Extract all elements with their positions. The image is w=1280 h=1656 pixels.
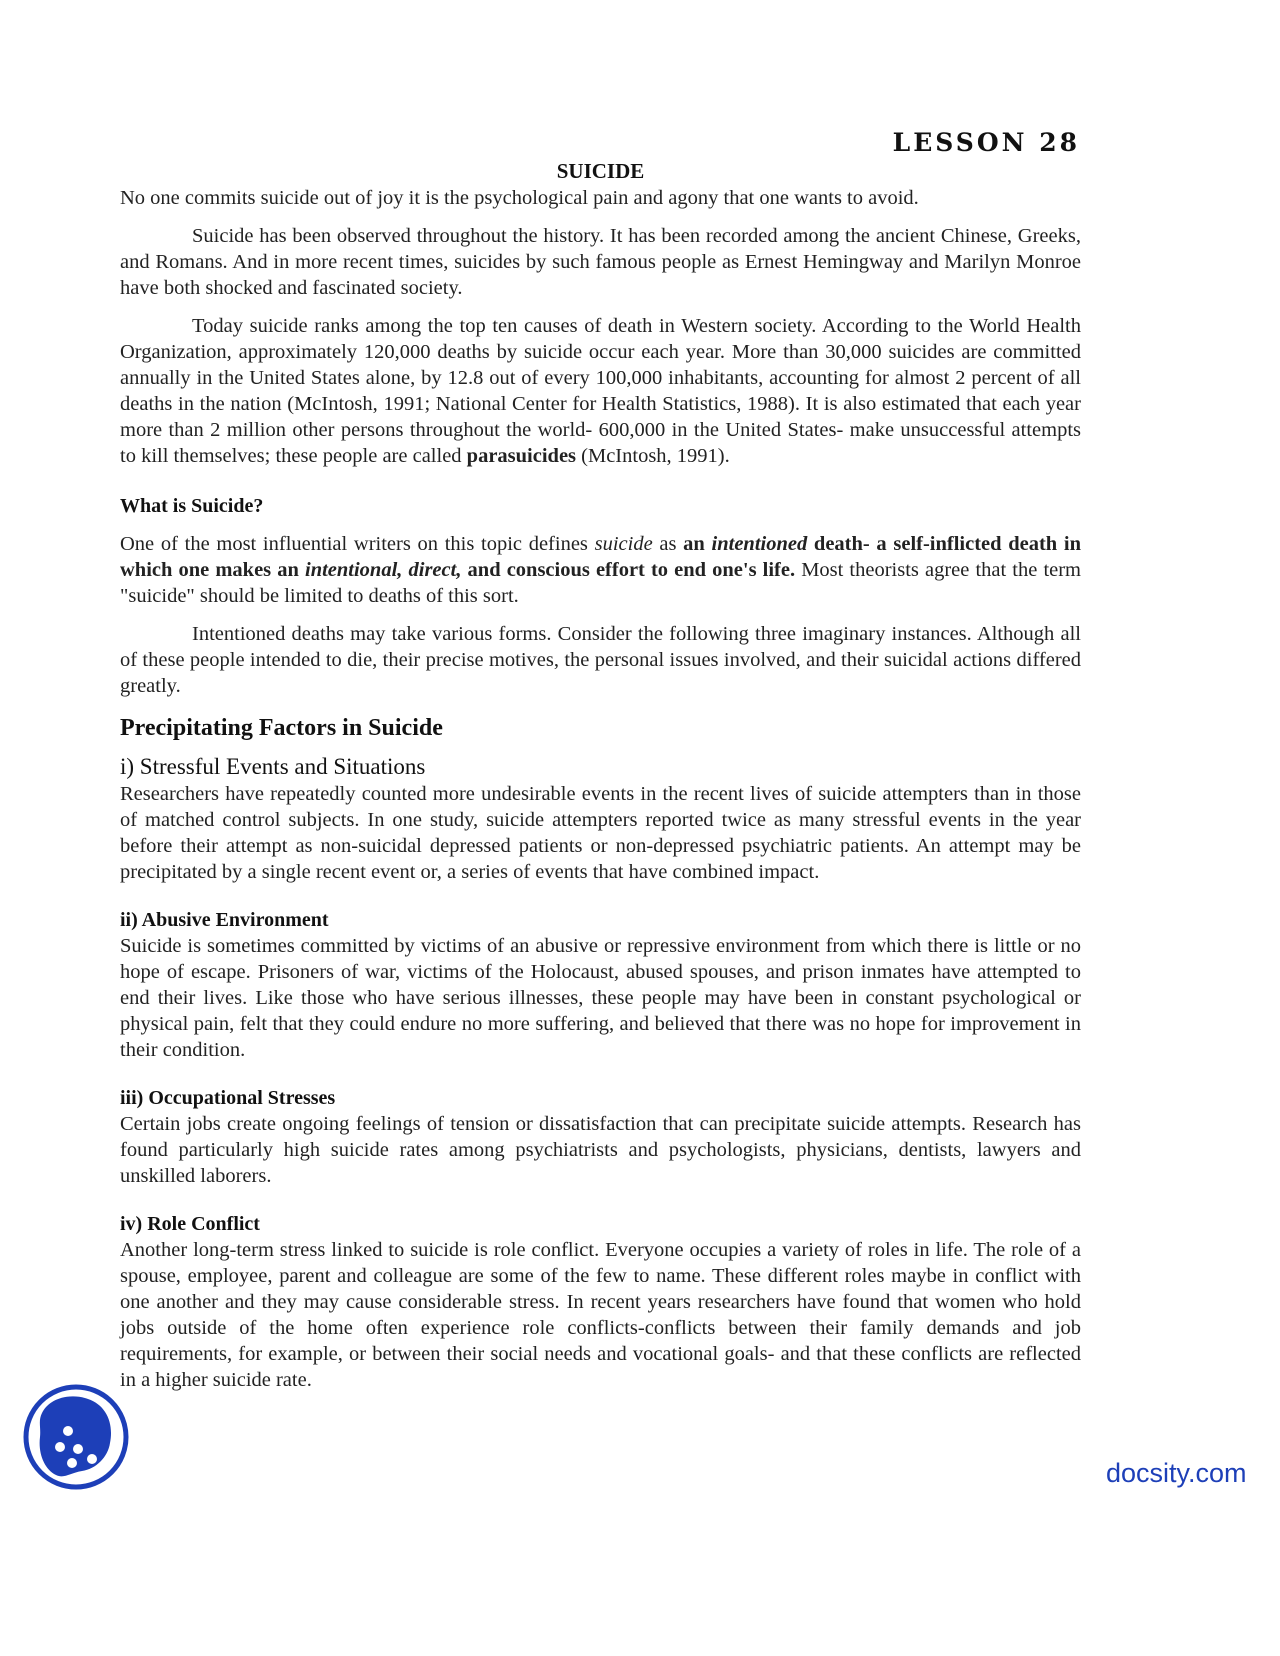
intro-p2-text: Today suicide ranks among the top ten causes of death in Western society. According to the World Health Organization, approximately 120,000 deaths by suicide occur each year. More than 30,000 suicides are committed annually in the United States alone, by 12.8 out of every 100,000 inhabitants, accounting for almost 2 percent of all deaths in the nation (McIntosh, 1991; National Center for Health Statistics, 1988). It is also estimated that each year more than 2 million other persons throughout the world- 600,000 in the United States- make unsuccessful attempts to kill themselves; these people are called [120, 315, 1081, 467]
intentioned-deaths-paragraph: Intentioned deaths may take various forms. Consider the following three imaginary instances. Although all of these people intended to die, their precise motives, the personal issues involved, and their suicidal actions differed greatly. [120, 623, 1081, 697]
term-parasuicides: parasuicides [466, 445, 577, 467]
definition-text-1: One of the most influential writers on this topic defines [120, 533, 595, 555]
definition-bold-3: and conscious effort to end one's life. [461, 559, 796, 581]
factor-2-text: Suicide is sometimes committed by victims of an abusive or repressive environment from which there is little or no hope of escape. Prisoners of war, victims of the Holocaust, abused spouses, and prison inmates have attempted to end their lives. Like those who have serious illnesses, these people may have been in constant psychological or physical pain, felt that they could endure no more suffering, and believed that there was no hope for improvement in their condition. [120, 935, 1081, 1061]
factor-4-text: Another long-term stress linked to suicide is role conflict. Everyone occupies a variety of roles in life. The role of a spouse, employee, parent and colleague are some of the few to name. These different roles maybe in conflict with one another and they may cause considerable stress. In recent years researchers have found that women who hold jobs outside of the home often experience role conflicts-conflicts between their family demands and job requirements, for example, or between their social needs and vocational goals- and that these conflicts are reflected in a higher suicide rate. [120, 1239, 1081, 1391]
intro-paragraph-2 [120, 313, 1081, 469]
definition-bold-2: death- a self-inflicted death in which one makes an [120, 533, 1082, 581]
factor-2-heading: ii) Abusive Environment [120, 909, 329, 931]
definition-text-2: as [652, 533, 684, 555]
lesson-number: LESSON 28 [892, 128, 1080, 157]
factor-1-heading: i) Stressful Events and Situations [120, 754, 426, 779]
factor-3-text: Certain jobs create ongoing feelings of tension or dissatisfaction that can precipitate suicide attempts. Research has found particularly high suicide rates among psychiatrists and psychologists, physicians, dentists, lawyers and unskilled laborers. [120, 1113, 1081, 1187]
factor-3-heading: iii) Occupational Stresses [120, 1087, 336, 1109]
intro-paragraph-1: Suicide has been observed throughout the history. It has been recorded among the ancient Chinese, Greeks, and Romans. And in more recent times, suicides by such famous people as Ernest Hemingway and Marilyn Monroe have both shocked and fascinated society. [120, 225, 1081, 299]
factor-1-text: Researchers have repeatedly counted more undesirable events in the recent lives of suicide attempters than in those of matched control subjects. In one study, suicide attempters reported twice as many stressful events in the year before their attempt as non-suicidal depressed patients or non-depressed psychiatric patients. An attempt may be precipitated by a single recent event or, a series of events that have combined impact. [120, 783, 1081, 883]
intro-p2-citation: (McIntosh, 1991). [576, 445, 730, 467]
what-is-suicide-heading: What is Suicide? [120, 495, 264, 517]
document-title: SUICIDE [556, 159, 645, 183]
definition-bold-italic-1: intentioned [711, 533, 808, 555]
definition-bold-italic-2: intentional, direct, [305, 559, 462, 581]
precipitating-factors-heading: Precipitating Factors in Suicide [120, 715, 443, 741]
definition-bold-1: an [683, 533, 712, 555]
definition-paragraph [120, 531, 1081, 609]
docsity-logo-icon [22, 1383, 130, 1491]
intro-quote: No one commits suicide out of joy it is the psychological pain and agony that one wants to avoid. [120, 187, 919, 209]
definition-text-3: Most theorists agree that the term "suicide" should be limited to deaths of this sort. [120, 559, 1082, 607]
docsity-watermark[interactable]: docsity.com [1106, 1458, 1247, 1488]
definition-term: suicide [594, 533, 653, 555]
factor-4-heading: iv) Role Conflict [120, 1213, 260, 1235]
document-body [120, 158, 1081, 1393]
